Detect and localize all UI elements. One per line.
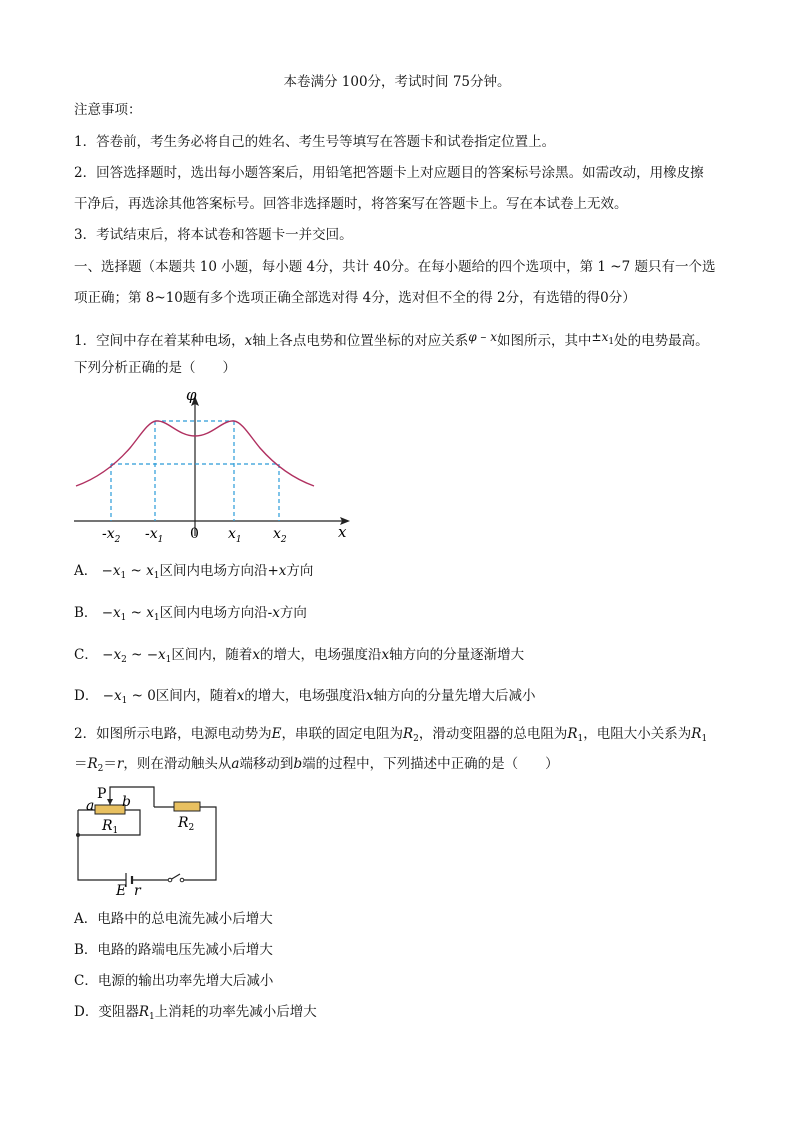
q2-option-d: D．变阻器$R_1$上消耗的功率先减小后增大 xyxy=(74,1004,317,1022)
section-title-line2: 项正确；第 8~10题有多个选项正确全部选对得 4分，选对但不全的得 2分，有选错的得0分） xyxy=(74,290,636,306)
label-p: P xyxy=(97,786,107,802)
left-lower-wire xyxy=(78,835,126,880)
exam-info: 本卷满分 100分，考试时间 75分钟。 xyxy=(283,74,511,90)
tick-x2: $x_2$ xyxy=(273,526,287,545)
label-r1: $R_1$ xyxy=(102,818,119,836)
label-e: E xyxy=(116,883,127,897)
label-r2: $R_2$ xyxy=(178,815,195,833)
slider-wire xyxy=(110,787,154,807)
switch-contact-left xyxy=(168,878,172,882)
resistor-r1 xyxy=(95,805,125,814)
slider-arrow-icon xyxy=(107,799,113,805)
label-b: b xyxy=(122,794,131,810)
notice-item-3: 3．考试结束后，将本试卷和答题卡一并交回。 xyxy=(74,227,353,243)
q1-option-b: B． $-x_1$ ~ $x_1$区间内电场方向沿-x方向 xyxy=(74,605,307,623)
potential-graph xyxy=(68,386,358,546)
notice-item-2: 2．回答选择题时，选出每小题答案后，用铅笔把答题卡上对应题目的答案标号涂黑。如需改动，用橡皮擦 xyxy=(74,165,704,181)
q1-option-d: D． $-x_1$ ~ 0区间内，随着x的增大，电场强度沿x轴方向的分量先增大后减小 xyxy=(74,688,536,706)
q1-stem: 1．空间中存在着某种电场，x轴上各点电势和位置坐标的对应关系φ – x如图所示，其中$\pm x_1$处的电势最高。 xyxy=(74,330,709,349)
x-axis-label: x xyxy=(338,523,347,541)
tick-x1: $x_1$ xyxy=(228,526,242,545)
resistor-r2 xyxy=(174,802,200,811)
circuit-diagram xyxy=(70,785,230,897)
label-a: a xyxy=(86,798,95,814)
q1-option-a: A． $-x_1$ ~ $x_1$区间内电场方向沿+x方向 xyxy=(74,563,314,581)
q2-option-c: C．电源的输出功率先增大后减小 xyxy=(74,973,274,989)
q2-stem-line1: 2．如图所示电路，电源电动势为E，串联的固定电阻为$R_2$，滑动变阻器的总电阻为$R_1$，电阻大小关系为$R_1$ xyxy=(74,726,708,744)
q2-option-b: B．电路的路端电压先减小后增大 xyxy=(74,942,273,958)
y-axis-label: φ xyxy=(186,386,197,404)
tick-neg-x2: $-x_2$ xyxy=(102,526,121,545)
tick-neg-x1: $-x_1$ xyxy=(145,526,164,545)
notice-title: 注意事项： xyxy=(74,102,142,118)
switch-contact-right xyxy=(180,878,184,882)
label-r: r xyxy=(134,883,141,897)
section-title-line1: 一、选择题（本题共 10 小题，每小题 4分，共计 40分。在每小题给的四个选项中，第 1 ~7 题只有一个选 xyxy=(74,259,716,275)
q2-option-a: A．电路中的总电流先减小后增大 xyxy=(74,911,273,927)
q1-option-c: C． $-x_2$ ~ $-x_1$区间内，随着x的增大，电场强度沿x轴方向的分量逐渐增大 xyxy=(74,647,525,665)
junction-dot xyxy=(76,833,80,837)
tick-origin: 0 xyxy=(190,526,199,542)
notice-item-2-cont: 干净后，再选涂其他答案标号。回答非选择题时，将答案写在答题卡上。写在本试卷上无效。 xyxy=(74,196,628,212)
q1-stem-line2: 下列分析正确的是（ ） xyxy=(74,360,236,376)
q2-stem-line2: $=R_2=r$，则在滑动触头从a端移动到b端的过程中，下列描述中正确的是（ ） xyxy=(74,756,559,774)
notice-item-1: 1．答卷前，考生务必将自己的姓名、考生号等填写在答题卡和试卷指定位置上。 xyxy=(74,134,556,150)
